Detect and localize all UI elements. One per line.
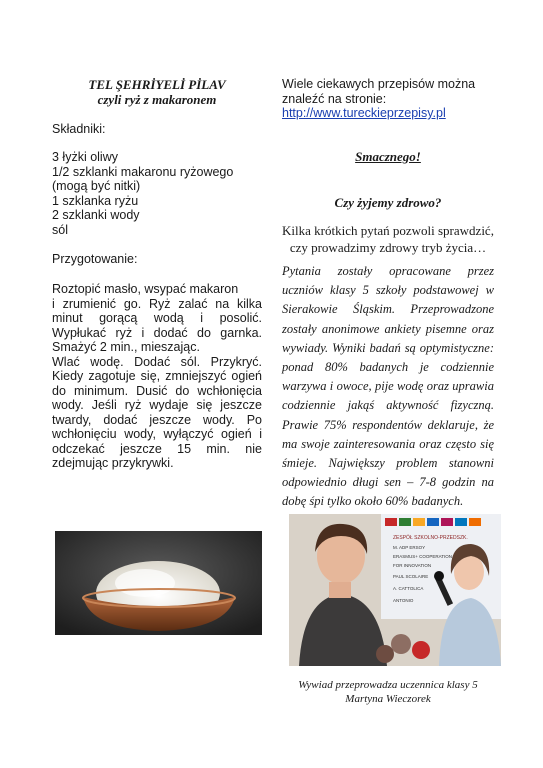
banner-line: FOR INNOVATION [393,563,432,568]
health-article-title: Czy żyjemy zdrowo? [334,195,442,210]
step-paragraph: i zrumienić go. Ryż zalać na kilka minut gorącą wodą i posolić. Wypłukać ryż i dodać do garnka. Smażyć 2 min., mieszając. [52,296,262,354]
recipes-website-link[interactable]: http://www.tureckieprzepisy.pl [282,106,446,120]
health-article-lead: Kilka krótkich pytań pozwoli sprawdzić, czy prowadzimy zdrowy tryb życia… [282,223,494,255]
banner-line: A. CATTOLICA [393,586,424,591]
ingredients-list [52,150,262,237]
ingredient-item: 1/2 szklanki makaronu ryżowego (mogą być nitki) [52,164,234,193]
rice-bowl-image [55,531,262,635]
intro-text: Wiele ciekawych przepisów można znaleźć na stronie: [282,77,476,106]
interview-photo [289,514,501,666]
step-paragraph: Roztopić masło, wsypać makaron [52,282,239,296]
banner-line: ERASMUS+ COOPERATION [393,554,453,559]
preparation-steps [52,282,262,471]
closing-greeting: Smacznego! [355,149,421,164]
ingredient-item: 3 łyżki oliwy [52,150,118,164]
banner-line: M. ADP ERSOY [393,545,426,550]
recipe-title: TEL ŞEHRİYELİ PİLAV [88,77,226,92]
preparation-heading: Przygotowanie: [52,252,138,266]
banner-line: PAUL SCOLAIRE [393,574,429,579]
ingredient-item: 2 szklanki wody [52,208,140,222]
intro-block [282,77,494,121]
recipe-subtitle: czyli ryż z makaronem [97,92,217,107]
step-paragraph: Wlać wodę. Dodać sól. Przykryć. Kiedy zagotuje się, zmniejszyć ogień do minimum. Dusić do wchłonięcia wody. Jeśli ryż wydaje się jeszcze twardy, dodać jeszcze wody. Po wchłonięciu wody, wyłączyć ogień i odczekać jeszcze 15 min. nie zdejmując przykrywki. [52,354,262,470]
ingredient-item: 1 szklanka ryżu [52,193,139,208]
ingredients-heading: Składniki: [52,122,106,136]
ingredient-item: sól [52,222,68,237]
photo-caption: Wywiad przeprowadza uczennica klasy 5 Martyna Wieczorek [298,679,478,705]
banner-line: ZESPÓŁ SZKOLNO-PRZEDSZK. [393,535,468,541]
banner-line: ANTONIO [393,598,414,603]
health-article-body: Pytania zostały opracowane przez uczniów klasy 5 szkoły podstawowej w Sierakowie Śląskim. Przeprowadzone zostały anonimowe ankiety pisemne oraz wywiady. Wyniki badań są optymistyczne: ponad 80% badanych je codziennie warzywa i owoce, pije wodę oraz uprawia codziennie jakąś aktywność fizyczną. Prawie 75% respondentów deklaruje, że ma swoje zainteresowania oraz często się śmieje. Największy problem stanowni odpowiednio długi sen – 7-8 godzin na dobę śpi tylko około 60% badanych. [282,264,494,509]
